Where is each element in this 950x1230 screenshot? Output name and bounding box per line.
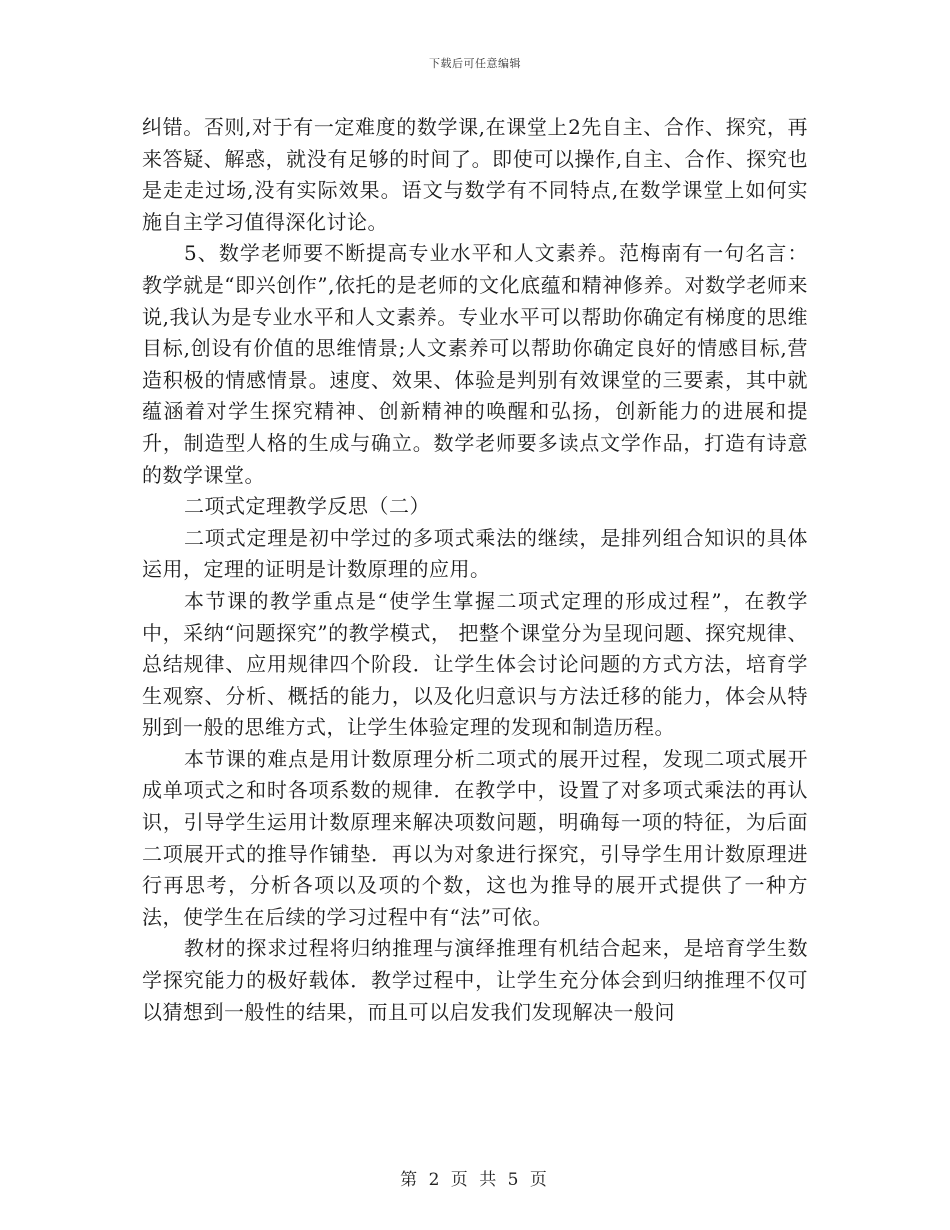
paragraph: 二项式定理是初中学过的多项式乘法的继续，是排列组合知识的具体运用，定理的证明是计数原理的应用。: [142, 525, 808, 582]
paragraph: 本节课的难点是用计数原理分析二项式的展开过程，发现二项式展开成单项式之和时各项系数的规律．在教学中，设置了对多项式乘法的再认识，引导学生运用计数原理来解决项数问题，明确每一项的特征，为后面二项展开式的推导作铺垫．再以为对象进行探究，引导学生用计数原理进行再思考，分析各项以及项的个数，这也为推导的展开式提供了一种方法，使学生在后续的学习过程中有“法”可依。: [142, 746, 808, 929]
paragraph: 教材的探求过程将归纳推理与演绎推理有机结合起来，是培育学生数学探究能力的极好载体．教学过程中，让学生充分体会到归纳推理不仅可以猜想到一般性的结果，而且可以启发我们发现解决一般问: [142, 936, 808, 1024]
page-number: 第 2 页 共 5 页: [400, 1170, 550, 1190]
paragraph: 5、数学老师要不断提高专业水平和人文素养。范梅南有一句名言：教学就是“即兴创作”,依托的是老师的文化底蕴和精神修养。对数学老师来说,我认为是专业水平和人文素养。专业水平可以帮助你确定有梯度的思维目标,创设有价值的思维情景;人文素养可以帮助你确定良好的情感目标,营造积极的情感情景。速度、效果、体验是判别有效课堂的三要素，其中就蕴涵着对学生探究精神、创新精神的唤醒和弘扬，创新能力的进展和提升，制造型人格的生成与确立。数学老师要多读点文学作品，打造有诗意的数学课堂。: [142, 241, 808, 487]
document-body: [142, 112, 808, 1028]
paragraph: 纠错。否则,对于有一定难度的数学课,在课堂上2先自主、合作、探究，再来答疑、解惑，就没有足够的时间了。即使可以操作,自主、合作、探究也是走走过场,没有实际效果。语文与数学有不同特点,在数学课堂上如何实施自主学习值得深化讨论。: [142, 115, 808, 234]
page-header: 下载后可任意编辑: [429, 57, 521, 70]
paragraph: 本节课的教学重点是“使学生掌握二项式定理的形成过程”，在教学中，采纳“问题探究”的教学模式， 把整个课堂分为呈现问题、探究规律、总结规律、应用规律四个阶段．让学生体会讨论问题的方式方法，培育学生观察、分析、概括的能力，以及化归意识与方法迁移的能力，体会从特别到一般的思维方式，让学生体验定理的发现和制造历程。: [142, 588, 808, 740]
section-heading: 二项式定理教学反思（二）: [184, 494, 430, 519]
